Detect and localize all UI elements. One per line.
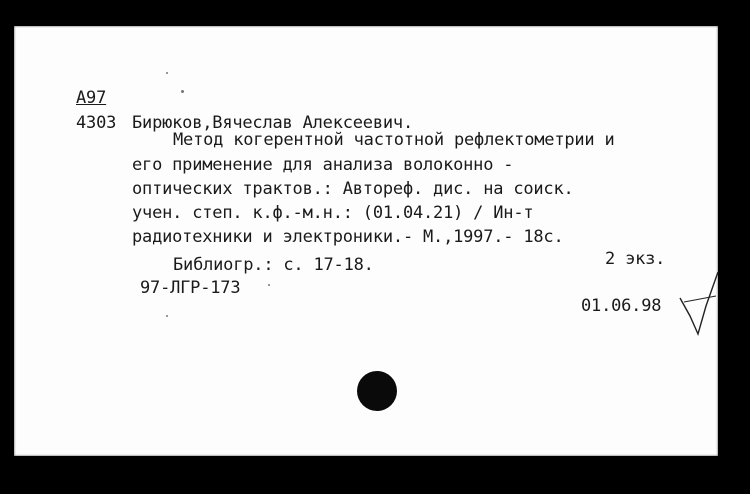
title-line-1: Метод когерентной частотной рефлектометрии и <box>173 130 615 150</box>
card-date: 01.06.98 <box>581 296 662 316</box>
author-heading: Бирюков,Вячеслав Алексеевич. <box>132 113 413 133</box>
shelf-mark: А97 <box>76 88 107 108</box>
dust-speck <box>181 90 184 93</box>
dust-speck <box>166 315 168 317</box>
bibliography-note: Библиогр.: с. 17-18. <box>173 255 374 275</box>
dust-speck <box>268 284 270 286</box>
copies-count: 2 экз. <box>605 249 666 269</box>
title-line-3: оптических трактов.: Автореф. дис. на соиск. <box>132 179 574 199</box>
card-number: 4303 <box>76 113 117 133</box>
title-line-5: радиотехники и электроники.- М.,1997.- 18с. <box>132 227 564 247</box>
title-line-4: учен. степ. к.ф.-м.н.: (01.04.21) / Ин-т <box>132 203 534 223</box>
title-line-2: его применение для анализа волоконно - <box>132 155 514 175</box>
check-mark-icon <box>676 266 720 340</box>
dust-speck <box>166 72 168 74</box>
catalog-code: 97-ЛГР-173 <box>140 278 241 298</box>
punch-hole <box>357 371 397 411</box>
